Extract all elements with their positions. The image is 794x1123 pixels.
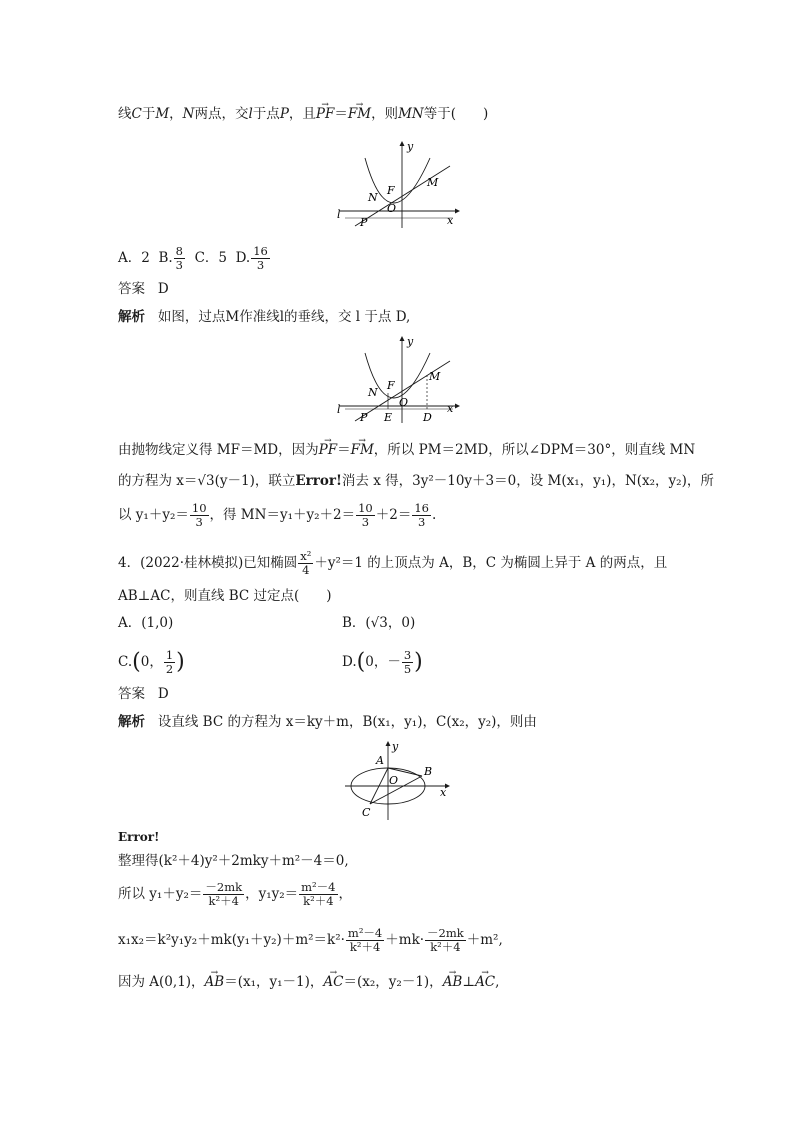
q4-answer: 答案 D <box>118 686 169 702</box>
q4-stem-line-2: AB⊥AC，则直线 BC 过定点( ) <box>118 588 332 604</box>
q3-option-b: B. $\frac{8}{3}$ <box>158 244 183 272</box>
q4-solution-line-2: 所以 y₁＋y₂＝ $\frac{-2mk}{\text{k²＋4}}$ ，y₁y₂＝ $\frac{\text{m²－4}}{\text{k²＋4}}$ ， <box>118 880 352 908</box>
fig1-label-o: O <box>387 202 397 215</box>
q4-error: Error! <box>118 830 160 844</box>
fig3-label-x: x <box>440 786 447 799</box>
fig3-label-c: C <box>362 806 371 819</box>
fig2-label-y: y <box>407 335 414 348</box>
parabola-figure-1 <box>335 138 465 230</box>
fig3-label-y: y <box>392 740 399 753</box>
q4-analysis: 解析 设直线 BC 的方程为 x＝ky＋m，B(x₁，y₁)，C(x₂，y₂)，则由 <box>118 714 537 730</box>
q3-answer: 答案 D <box>118 281 169 297</box>
vector-fm: → FM <box>348 104 371 124</box>
fig1-label-n: N <box>368 191 378 204</box>
fig1-label-y: y <box>407 140 414 153</box>
q3-solution-line-1: 由抛物线定义得 MF＝MD，因为→ PF＝→ FM，所以 PM＝2MD，所以∠DPM＝30°，则直线 MN <box>118 440 695 460</box>
q4-option-b: B．(√3，0) <box>342 615 416 631</box>
q4-option-a: A．(1,0) <box>118 615 174 631</box>
q3-solution-line-2: 的方程为 x＝√3(y－1)，联立Error!消去 x 得，3y²－10y＋3＝0，设 M(x₁，y₁)，N(x₂，y₂)，所 <box>118 473 714 489</box>
fig2-label-f: F <box>387 379 395 392</box>
fig1-label-f: F <box>387 184 395 197</box>
q4-solution-line-3: x₁x₂＝k²y₁y₂＋mk(y₁＋y₂)＋m²＝k²· $\frac{\text{m²－4}}{\text{k²＋4}}$ ＋mk· $\frac{-2mk}{\text{k²＋4}}$ ＋m², <box>118 926 503 954</box>
fig3-label-o: O <box>389 774 399 787</box>
ellipse-figure <box>340 738 455 822</box>
vector-pf: → PF <box>316 104 334 124</box>
q4-option-d: D.(0，－ $\frac{3}{5}$ ) <box>342 648 423 676</box>
fig1-label-m: M <box>427 176 439 189</box>
q3-option-d: D. $\frac{16}{3}$ <box>235 244 268 272</box>
fig1-label-p: P <box>360 216 368 229</box>
fig2-label-n: N <box>368 386 378 399</box>
q3-analysis: 解析 如图，过点M作准线l的垂线，交 l 于点 D, <box>118 309 411 325</box>
fig2-label-o: O <box>399 396 409 409</box>
q3-solution-line-3: 以 y₁＋y₂＝ $\frac{10}{3}$ ，得 MN＝y₁＋y₂＋2＝ $\frac{10}{3}$ ＋2＝ $\frac{16}{3}$ . <box>118 501 437 529</box>
q3-option-a: A．2 <box>118 250 150 266</box>
q4-solution-line-4: 因为 A(0,1)，→ AB＝(x₁，y₁－1)，→ AC＝(x₂，y₂－1)，→ AB⊥→ AC, <box>118 972 499 992</box>
vector-ac: → AC <box>323 972 343 992</box>
q4-stem-line-1: 4．(2022·桂林模拟)已知椭圆 $\frac{\text{x²}}{4}$ ＋y²＝1 的上顶点为 A，B，C 为椭圆上异于 A 的两点，且 <box>118 549 668 577</box>
q3-options <box>118 244 271 272</box>
q4-option-c: C.(0， $\frac{1}{2}$ ) <box>118 648 185 676</box>
q3-stem: 线C于M，N两点，交l于点P，且→ PF＝→ FM，则MN等于( ) <box>118 104 488 124</box>
fig2-label-l: l <box>337 403 341 416</box>
q3-option-c: C．5 <box>194 250 227 266</box>
fig2-label-p: P <box>360 411 368 424</box>
fig3-label-b: B <box>424 765 433 778</box>
parabola-figure-2 <box>335 333 465 425</box>
vector-ab: → AB <box>205 972 225 992</box>
fig2-label-m: M <box>429 370 441 383</box>
fig1-label-x: x <box>447 214 454 227</box>
fig2-label-d: D <box>423 411 432 424</box>
fig2-label-x: x <box>447 402 454 415</box>
q4-solution-line-1: 整理得(k²＋4)y²＋2mky＋m²－4＝0, <box>118 853 349 869</box>
fig1-label-l: l <box>337 208 341 221</box>
fig3-label-a: A <box>376 754 384 767</box>
fig2-label-e: E <box>384 411 393 424</box>
